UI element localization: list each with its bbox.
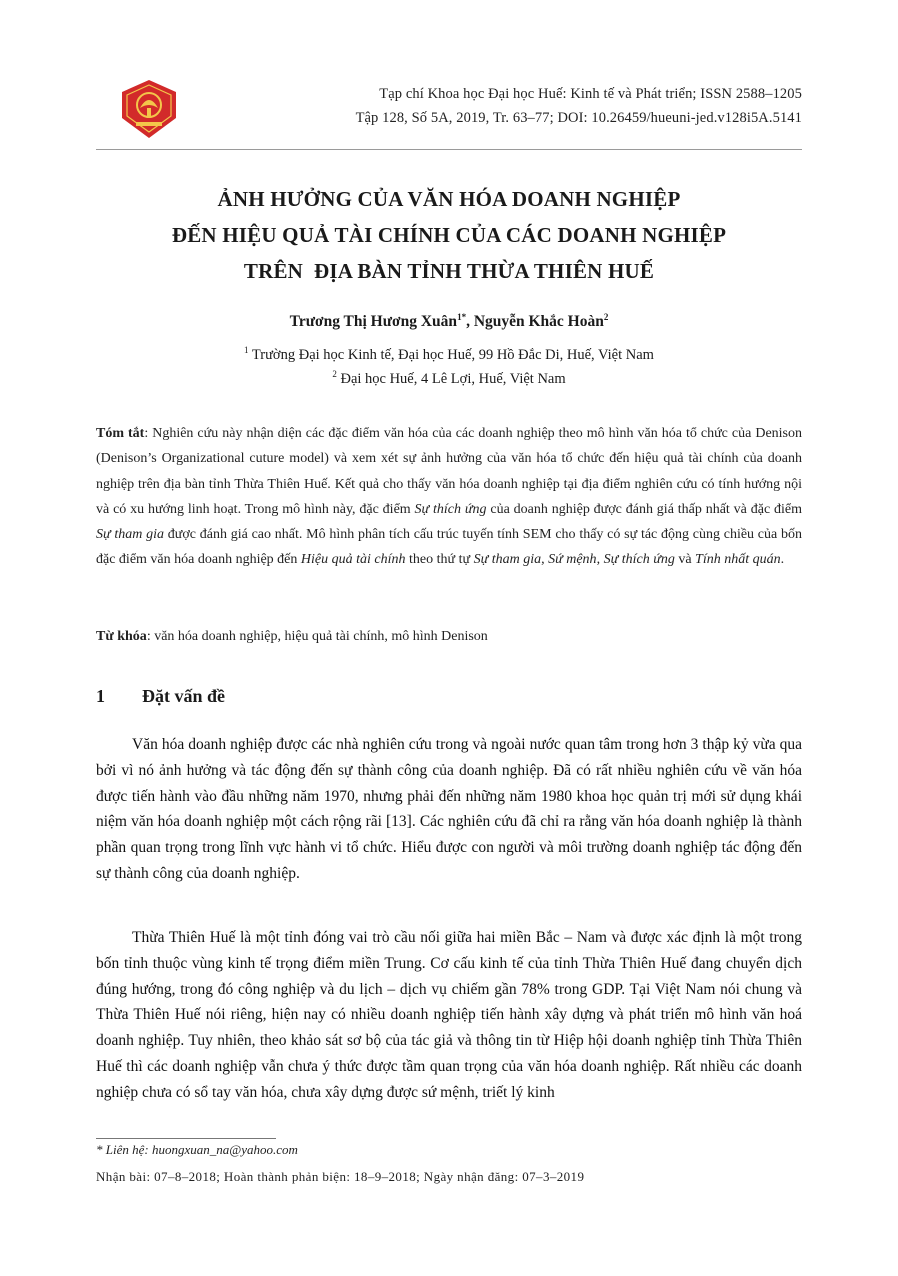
journal-volume-doi: Tập 128, Số 5A, 2019, Tr. 63–77; DOI: 10.26459/hueuni-jed.v128i5A.5141 bbox=[355, 110, 802, 126]
abstract-term: Tính nhất quán bbox=[695, 552, 781, 568]
body-paragraph: Văn hóa doanh nghiệp được các nhà nghiên cứu trong và ngoài nước quan tâm trong hơn 3 thập kỷ vừa qua bởi vì nó ảnh hưởng và tác động đến sự thành công của doanh nghiệp. Đã có rất nhiều nghiên cứu về văn hóa được tiến hành vào đầu những năm 1970, nhưng phải đến những năm 1980 khoa học quản trị mới sử dụng khái niệm văn hóa doanh nghiệp một cách rộng rãi [13]. Các nghiên cứu đã chỉ ra rằng văn hóa doanh nghiệp là thành phần quan trọng trong lĩnh vực hành vi tổ chức. Hiểu được con người và môi trường doanh nghiệp tác động đến sự thành công của doanh nghiệp. bbox=[96, 736, 802, 882]
affiliation-1-mark: 1 bbox=[244, 345, 249, 356]
abstract-text: được đánh giá cao nhất. Mô hình phân tích cấu trúc tuyến tính SEM cho thấy có sự tác động cùng chiều của bốn đặc điểm văn hóa doanh nghiệp đến bbox=[96, 527, 802, 568]
footnote-divider bbox=[96, 1138, 276, 1139]
abstract-term: Sứ mệnh bbox=[548, 552, 597, 568]
abstract-term: Sự thích ứng bbox=[603, 552, 675, 568]
title-line-2: ĐẾN HIỆU QUẢ TÀI CHÍNH CỦA CÁC DOANH NGHIỆP bbox=[171, 223, 727, 247]
abstract-text: , bbox=[596, 552, 604, 568]
abstract-term: Sự thích ứng bbox=[414, 501, 487, 517]
section-number: 1 bbox=[96, 686, 105, 706]
affiliation-2 bbox=[96, 371, 802, 388]
author-list bbox=[96, 313, 802, 331]
header-divider bbox=[96, 149, 802, 150]
journal-citation: Tạp chí Khoa học Đại học Huế: Kinh tế và Phát triển; ISSN 2588–1205 bbox=[379, 86, 802, 102]
abstract-text: và bbox=[674, 552, 696, 568]
section-heading bbox=[96, 686, 225, 707]
abstract-label: Tóm tắt bbox=[96, 426, 145, 441]
title-line-3: TRÊN ĐỊA BÀN TỈNH THỪA THIÊN HUẾ bbox=[243, 259, 655, 283]
affiliation-1-text: Trường Đại học Kinh tế, Đại học Huế, 99 Hồ Đắc Di, Huế, Việt Nam bbox=[248, 347, 654, 363]
author-2: Nguyễn Khắc Hoàn bbox=[473, 313, 604, 330]
abstract-text: theo thứ tự bbox=[405, 552, 474, 568]
affiliation-2-mark: 2 bbox=[332, 369, 337, 380]
paper-title bbox=[96, 181, 802, 289]
body-paragraph: Thừa Thiên Huế là một tỉnh đóng vai trò cầu nối giữa hai miền Bắc – Nam và được xác định là một trong bốn tỉnh thuộc vùng kinh tế trọng điểm miền Trung. Cơ cấu kinh tế của tỉnh Thừa Thiên Huế đang chuyển dịch đúng hướng, trong đó công nghiệp và du lịch – dịch vụ chiếm gần 78% trong GDP. Tại Việt Nam nói chung và Thừa Thiên Huế nói riêng, hiện nay có nhiều doanh nghiệp tiến hành xây dựng và phát triển mô hình văn hoá doanh nghiệp. Tuy nhiên, theo khảo sát sơ bộ của tác giả và thông tin từ Hiệp hội doanh nghiệp tỉnh Thừa Thiên Huế thì các doanh nghiệp vẫn chưa ý thức được tầm quan trọng của văn hóa doanh nghiệp. Rất nhiều các doanh nghiệp chưa có sổ tay văn hóa, chưa xây dựng được sứ mệnh, triết lý kinh bbox=[96, 929, 802, 1101]
keywords bbox=[96, 629, 802, 645]
author-2-mark: 2 bbox=[603, 311, 609, 322]
abstract-text: của doanh nghiệp được đánh giá thấp nhất và đặc điểm bbox=[486, 501, 803, 517]
author-1-mark: 1* bbox=[457, 311, 467, 322]
affiliation-2-text: Đại học Huế, 4 Lê Lợi, Huế, Việt Nam bbox=[336, 371, 566, 387]
abstract-text: , bbox=[541, 552, 549, 568]
keywords-text: : văn hóa doanh nghiệp, hiệu quả tài chính, mô hình Denison bbox=[146, 629, 488, 644]
abstract-term: Sự tham gia bbox=[96, 527, 165, 543]
affiliation-1 bbox=[96, 347, 802, 364]
footnote-dates: Nhận bài: 07–8–2018; Hoàn thành phản biện: 18–9–2018; Ngày nhận đăng: 07–3–2019 bbox=[96, 1169, 585, 1184]
footnote-contact: * Liên hệ: huongxuan_na@yahoo.com bbox=[96, 1142, 298, 1157]
author-1: Trương Thị Hương Xuân bbox=[289, 313, 458, 330]
abstract-term: Sự tham gia bbox=[473, 552, 542, 568]
author-separator: , bbox=[466, 313, 474, 330]
section-title: Đặt vấn đề bbox=[142, 686, 226, 706]
title-line-1: ẢNH HƯỞNG CỦA VĂN HÓA DOANH NGHIỆP bbox=[217, 187, 681, 211]
abstract-text: . bbox=[780, 552, 785, 568]
abstract bbox=[96, 421, 802, 573]
abstract-term: Hiệu quả tài chính bbox=[300, 552, 406, 568]
keywords-label: Từ khóa bbox=[96, 629, 147, 644]
abstract-text: : Nghiên cứu này nhận diện các đặc điểm văn hóa của các doanh nghiệp theo mô hình văn hóa tổ chức của Denison (Denison’s Organizational cuture model) và xem xét sự ảnh hưởng của văn hóa tổ chức đến hiệu quả tài chính của doanh nghiệp trên địa bàn tỉnh Thừa Thiên Huế. Kết quả cho thấy văn hóa doanh nghiệp tại địa điểm nghiên cứu có tính hướng nội và có xu hướng linh hoạt. Trong mô hình này, đặc điểm bbox=[96, 426, 802, 517]
